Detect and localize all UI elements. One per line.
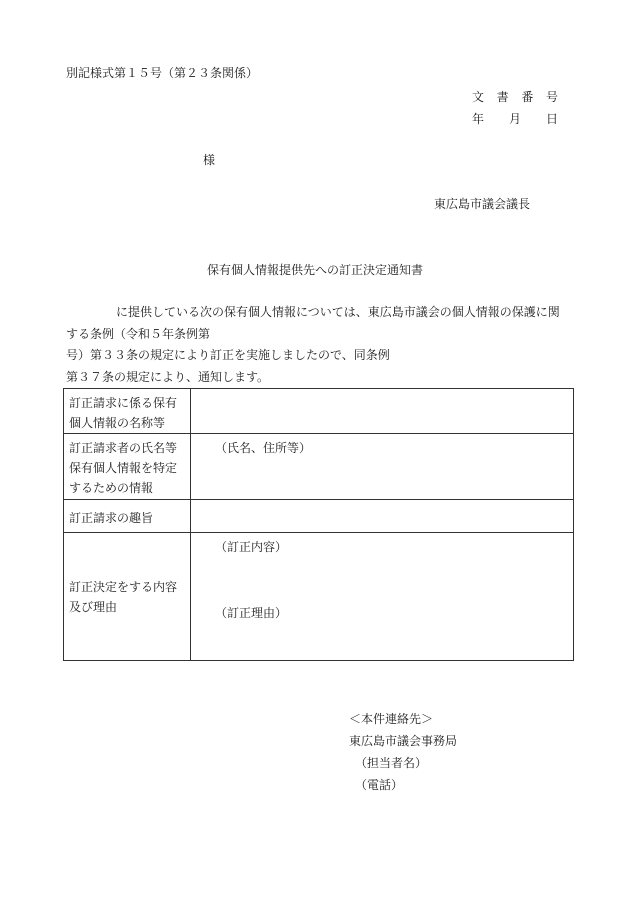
- doc-number-char: 号: [545, 90, 558, 104]
- body-line-3: 第３７条の規定により、通知します。: [66, 369, 270, 384]
- info-table: [63, 388, 574, 661]
- contact-person: （担当者名）: [355, 756, 428, 770]
- label-line: 訂正請求に係る保有: [69, 396, 178, 410]
- row-value-information-name: [191, 389, 574, 434]
- label-line: するための情報: [69, 481, 154, 495]
- doc-number-char: 文: [472, 90, 485, 104]
- table-row: [64, 389, 574, 434]
- row-label-decision: [64, 533, 191, 661]
- body-line-2b: 号）第３３条の規定により訂正を実施しましたので、同条例: [66, 348, 390, 362]
- doc-number-char: 書: [496, 90, 509, 104]
- label-line: 保有個人情報を特定: [69, 461, 178, 475]
- label-line: 訂正請求者の氏名等: [69, 441, 178, 455]
- addressee: 様: [203, 153, 216, 167]
- correction-reason-hint: （訂正理由）: [215, 606, 288, 620]
- date-day: 日: [545, 112, 558, 126]
- contact-phone: （電話）: [355, 778, 404, 792]
- table-row: [64, 500, 574, 533]
- date-month: 月: [508, 112, 521, 126]
- label-line: 個人情報の名称等: [69, 416, 166, 430]
- correction-content-hint: （訂正内容）: [215, 540, 288, 554]
- label-line: 及び理由: [69, 599, 118, 614]
- sender: 東広島市議会議長: [434, 197, 531, 211]
- row-label-information-name: [64, 389, 191, 434]
- table-row: [64, 533, 574, 661]
- row-label-requester: [64, 434, 191, 500]
- body-line-2: [66, 324, 576, 367]
- label-line: 訂正請求の趣旨: [69, 511, 154, 525]
- contact-office: 東広島市議会事務局: [349, 734, 458, 748]
- date-year: 年: [472, 112, 485, 126]
- requester-hint: （氏名、住所等）: [215, 441, 312, 455]
- label-line: 訂正決定をする内容: [69, 579, 178, 594]
- body-line-1: に提供している次の保有個人情報については、東広島市議会の個人情報の保護に関: [116, 305, 560, 319]
- table-row: [64, 434, 574, 500]
- row-value-requester: [191, 434, 574, 500]
- contact-block: [349, 708, 457, 796]
- date-field: [472, 110, 558, 128]
- contact-heading: ＜本件連絡先＞: [349, 712, 434, 726]
- row-value-request-purpose: [191, 500, 574, 533]
- body-paragraph: [66, 302, 576, 388]
- document-title: 保有個人情報提供先への訂正決定通知書: [206, 263, 423, 277]
- row-value-decision: [191, 533, 574, 661]
- document-number-field: [472, 88, 558, 106]
- body-line-2a: する条例（令和５年条例第: [66, 326, 211, 341]
- row-label-request-purpose: [64, 500, 191, 533]
- doc-number-char: 番: [521, 90, 534, 104]
- form-number-label: 別記様式第１５号（第２３条関係）: [66, 66, 259, 80]
